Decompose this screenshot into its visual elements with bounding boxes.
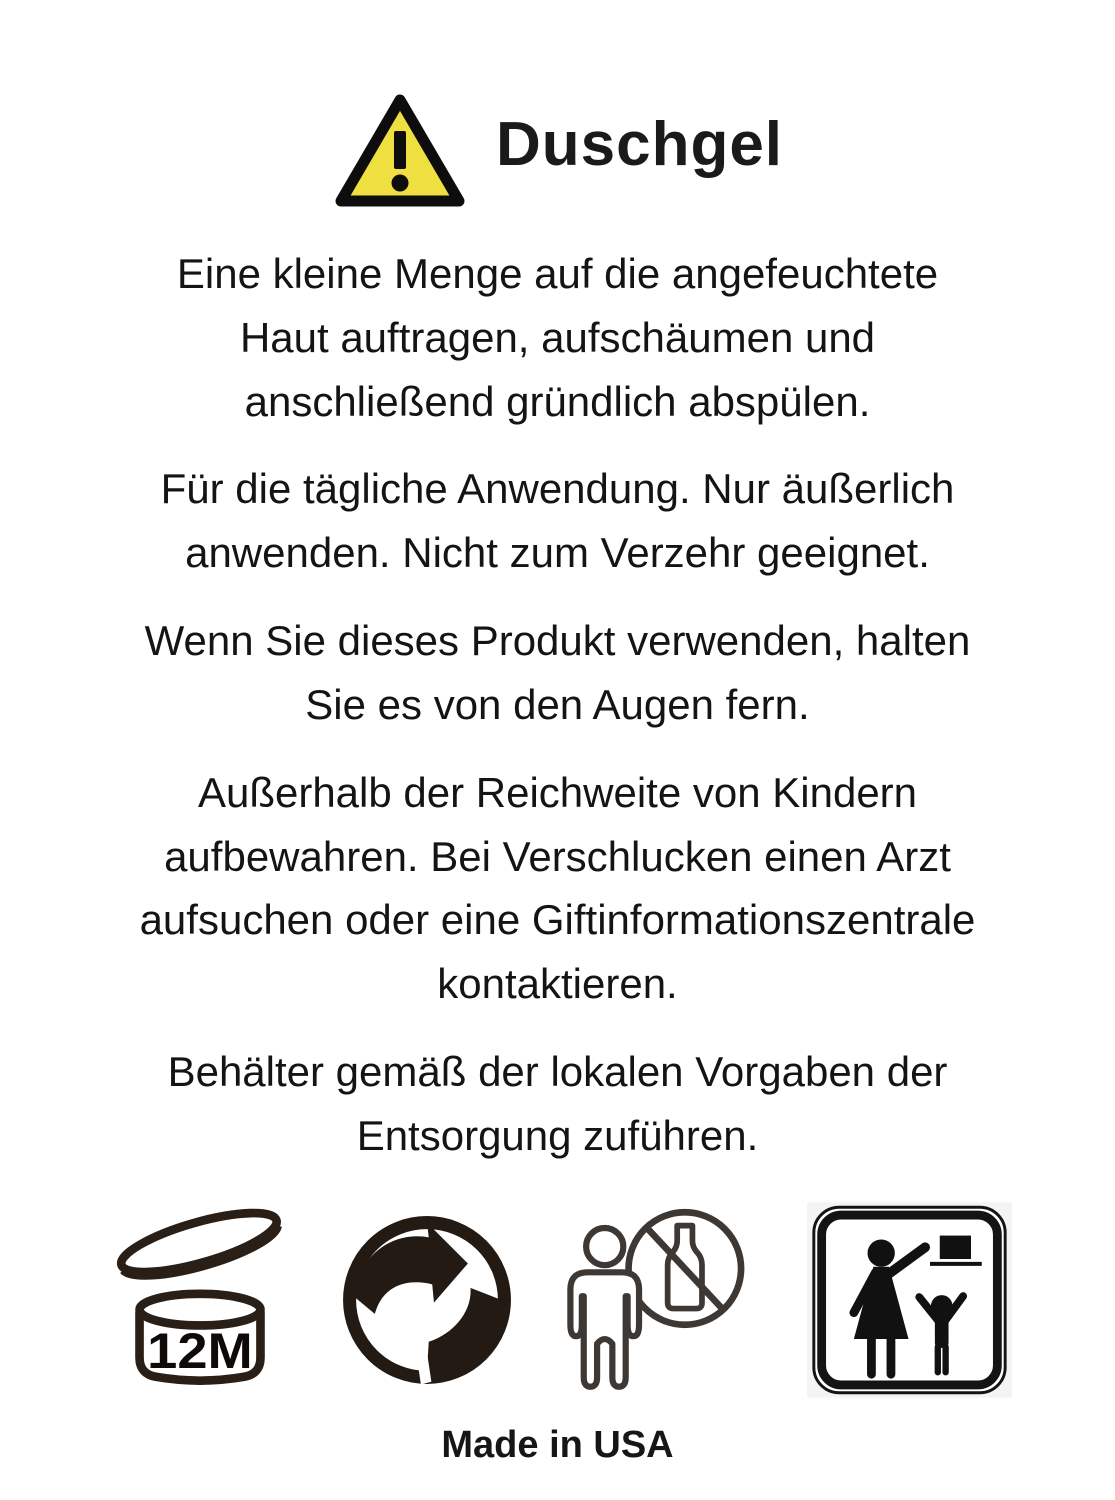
made-in-label: Made in USA: [441, 1423, 674, 1466]
text-line: Sie es von den Augen fern.: [305, 680, 810, 728]
text-line: Außerhalb der Reichweite von Kindern: [197, 768, 918, 816]
pao-months-label: 12M: [146, 1322, 253, 1379]
text-line: Wenn Sie dieses Produkt verwenden, halten: [144, 617, 971, 665]
eye-warning: [145, 609, 971, 737]
usage-instructions: [177, 242, 938, 433]
text-line: anwenden. Nicht zum Verzehr geeignet.: [185, 529, 930, 577]
text-line: Behälter gemäß der lokalen Vorgaben der: [167, 1048, 948, 1096]
text-line: anschließend gründlich abspülen.: [244, 377, 871, 425]
text-line: Eine kleine Menge auf die angefeuchtete: [176, 250, 939, 297]
keep-away-from-children-icon: [807, 1202, 1012, 1398]
do-not-drink-icon: [558, 1197, 763, 1402]
header: [332, 88, 783, 212]
warning-triangle-icon: [332, 88, 468, 212]
disposal-instructions: [168, 1040, 948, 1168]
period-after-opening-icon: [104, 1204, 296, 1396]
daily-use-warning: [161, 457, 955, 585]
children-poison-warning: [140, 761, 976, 1016]
green-dot-recycling-icon: [340, 1213, 514, 1387]
text-line: aufbewahren. Bei Verschlucken einen Arzt: [164, 832, 951, 880]
text-line: aufsuchen oder eine Giftinformationszentrale: [139, 896, 976, 944]
text-line: Für die tägliche Anwendung. Nur äußerlich: [160, 465, 955, 513]
text-line: Haut auftragen, aufschäumen und: [239, 313, 876, 361]
text-line: Entsorgung zuführen.: [356, 1111, 759, 1159]
text-line: kontaktieren.: [437, 960, 678, 1008]
page-title: Duschgel: [495, 110, 784, 179]
symbols-row: [104, 1200, 1012, 1400]
